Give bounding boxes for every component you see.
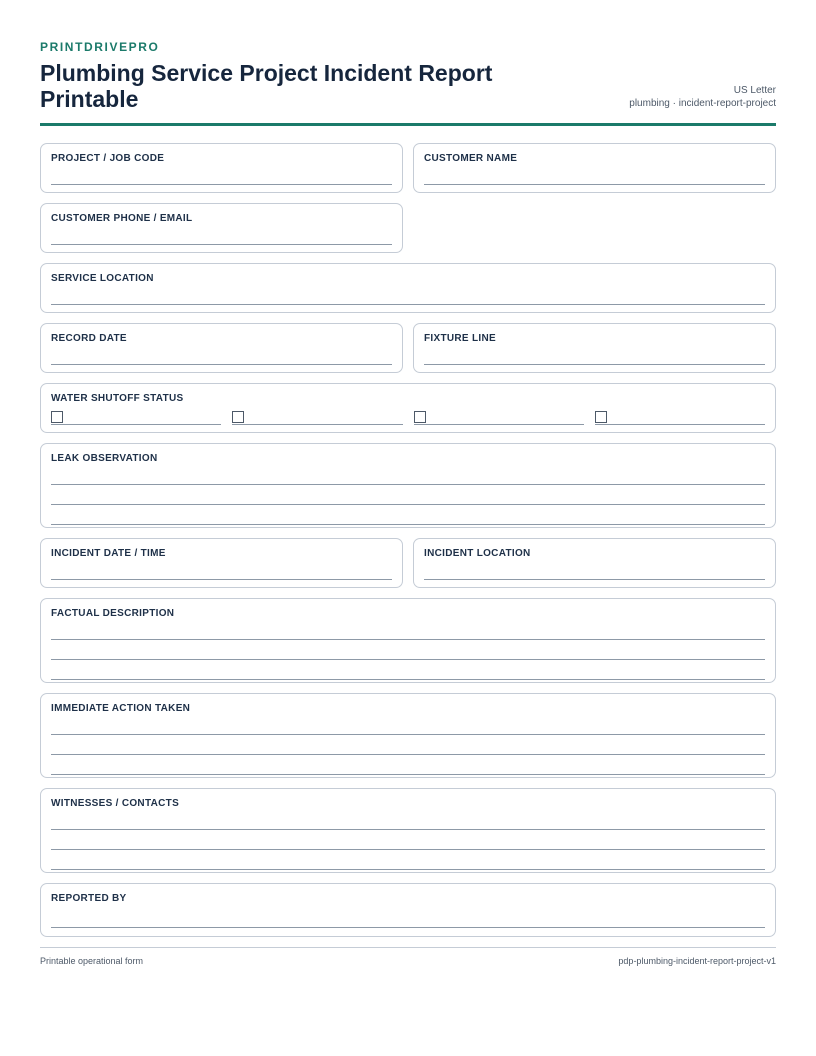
witnesses-contacts-field[interactable] — [40, 788, 776, 873]
field-label: WATER SHUTOFF STATUS — [51, 393, 184, 404]
field-label: CUSTOMER PHONE / EMAIL — [51, 213, 193, 224]
field-label: PROJECT / JOB CODE — [51, 153, 165, 164]
field-label: FACTUAL DESCRIPTION — [51, 608, 175, 619]
brand-name: PRINTDRIVEPRO — [40, 40, 160, 54]
document-tags: plumbing · incident-report-project — [629, 98, 776, 109]
write-line[interactable] — [51, 850, 765, 870]
checkbox-group — [51, 409, 765, 425]
field-label: INCIDENT DATE / TIME — [51, 548, 166, 559]
field-label: SERVICE LOCATION — [51, 273, 154, 284]
checkbox[interactable] — [232, 411, 244, 423]
write-line[interactable] — [51, 465, 765, 485]
field-label: LEAK OBSERVATION — [51, 453, 158, 464]
record-date-field[interactable] — [40, 323, 403, 373]
fixture-line-field[interactable] — [413, 323, 776, 373]
write-line[interactable] — [51, 640, 765, 660]
checkbox[interactable] — [414, 411, 426, 423]
form-page — [40, 40, 776, 947]
checkbox-option[interactable] — [232, 409, 402, 425]
write-line[interactable] — [51, 810, 765, 830]
footer-left-text: Printable operational form — [40, 956, 144, 966]
customer-phone-email-field[interactable] — [40, 203, 403, 253]
field-label: WITNESSES / CONTACTS — [51, 798, 180, 809]
write-line[interactable] — [51, 905, 765, 928]
checkbox[interactable] — [595, 411, 607, 423]
page-footer — [40, 947, 776, 966]
reported-by-field[interactable] — [40, 883, 776, 937]
field-label: FIXTURE LINE — [424, 333, 496, 344]
service-location-field[interactable] — [40, 263, 776, 313]
field-label: CUSTOMER NAME — [424, 153, 518, 164]
write-line[interactable] — [51, 735, 765, 755]
checkbox-option[interactable] — [414, 409, 584, 425]
write-line[interactable] — [51, 225, 392, 245]
document-header — [40, 60, 776, 126]
report-form — [40, 143, 776, 937]
field-label: REPORTED BY — [51, 893, 127, 904]
field-label: RECORD DATE — [51, 333, 127, 344]
write-line[interactable] — [424, 165, 765, 185]
write-line[interactable] — [51, 715, 765, 735]
write-line[interactable] — [51, 485, 765, 505]
write-line[interactable] — [424, 345, 765, 365]
checkbox-option[interactable] — [595, 409, 765, 425]
factual-description-field[interactable] — [40, 598, 776, 683]
paper-size: US Letter — [733, 85, 776, 96]
checkbox-option[interactable] — [51, 409, 221, 425]
field-label: IMMEDIATE ACTION TAKEN — [51, 703, 191, 714]
write-line[interactable] — [51, 660, 765, 680]
footer-document-id: pdp-plumbing-incident-report-project-v1 — [618, 956, 776, 966]
water-shutoff-status-field — [40, 383, 776, 433]
customer-name-field[interactable] — [413, 143, 776, 193]
leak-observation-field[interactable] — [40, 443, 776, 528]
project-job-code-field[interactable] — [40, 143, 403, 193]
write-line[interactable] — [424, 560, 765, 580]
write-line[interactable] — [51, 285, 765, 305]
write-line[interactable] — [51, 560, 392, 580]
write-line[interactable] — [51, 505, 765, 525]
document-title: Plumbing Service Project Incident Report Printable — [40, 60, 493, 112]
immediate-action-taken-field[interactable] — [40, 693, 776, 778]
write-line[interactable] — [51, 165, 392, 185]
document-meta — [629, 84, 776, 112]
write-line[interactable] — [51, 620, 765, 640]
write-line[interactable] — [51, 830, 765, 850]
field-label: INCIDENT LOCATION — [424, 548, 531, 559]
checkbox[interactable] — [51, 411, 63, 423]
write-line[interactable] — [51, 345, 392, 365]
incident-date-time-field[interactable] — [40, 538, 403, 588]
write-line[interactable] — [51, 755, 765, 775]
incident-location-field[interactable] — [413, 538, 776, 588]
